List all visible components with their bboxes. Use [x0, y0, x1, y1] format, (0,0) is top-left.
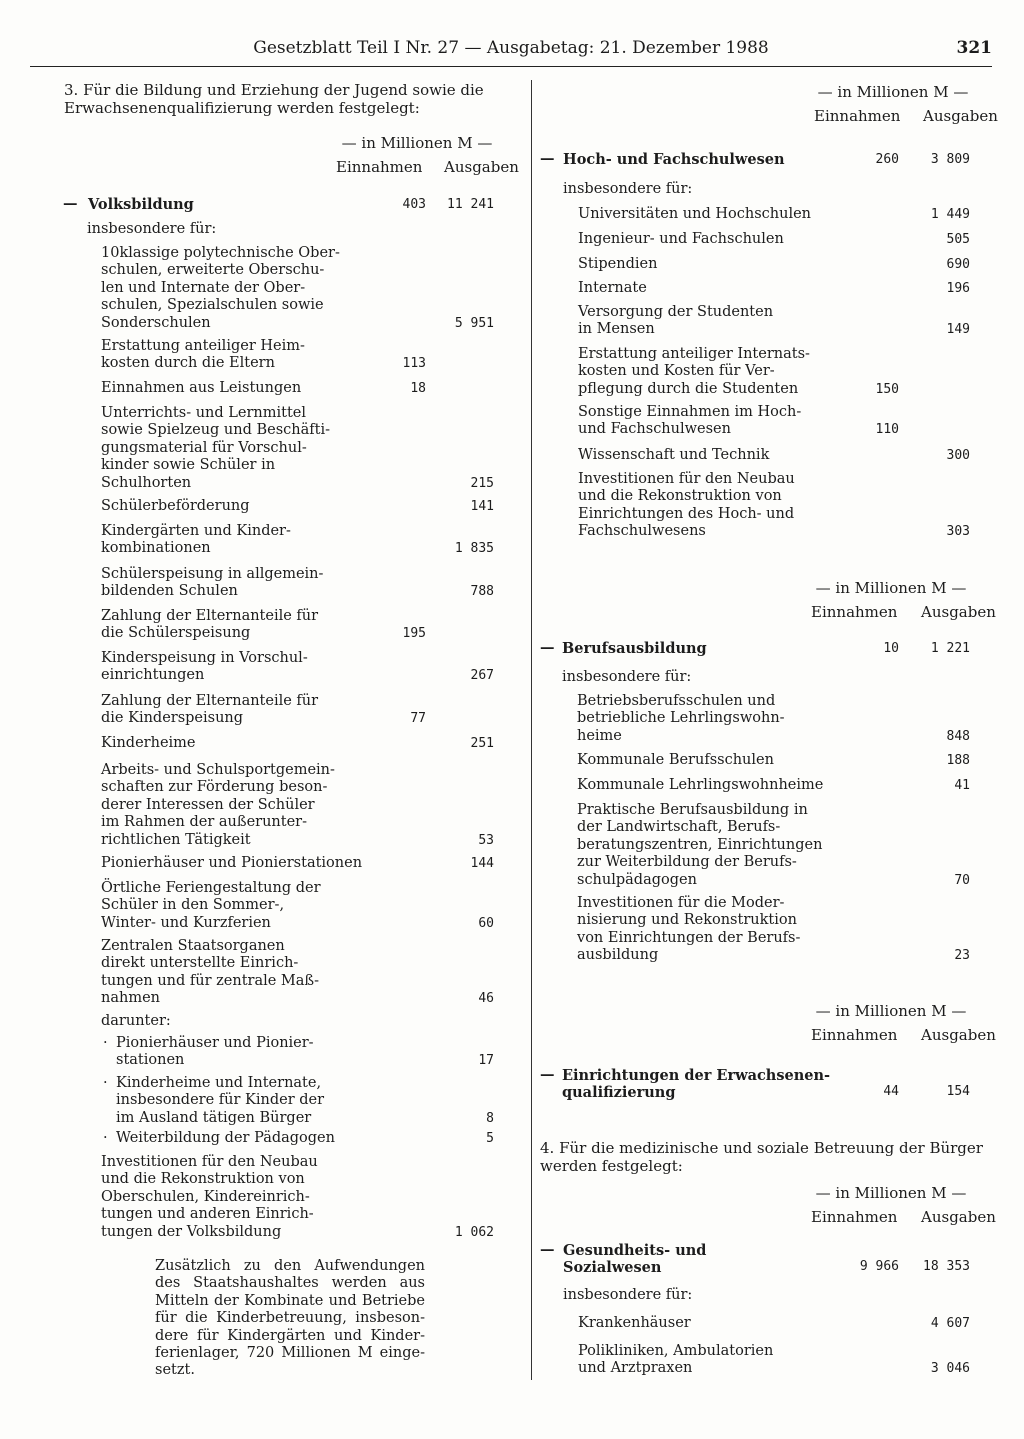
line-item-text: direkt unterstellte Einrich-: [101, 955, 299, 972]
value-ausgaben: 17: [478, 1053, 494, 1069]
section-dash: —: [540, 150, 555, 167]
line-item-text: Investitionen für den Neubau: [101, 1154, 318, 1170]
line-item-text: Kinderheime: [101, 735, 196, 751]
section-dash: —: [63, 195, 78, 212]
header-title: Gesetzblatt Teil I Nr. 27 — Ausgabetag: 21. Dezember 1988: [253, 38, 769, 58]
note-line: dere für Kindergärten und Kinder-: [155, 1327, 425, 1344]
line-item-text: Örtliche Feriengestaltung der: [101, 880, 321, 896]
bullet-dot: ·: [103, 1035, 108, 1051]
section-title: Einrichtungen der Erwachsenen-: [562, 1067, 831, 1084]
intro-paragraph: werden festgelegt:: [540, 1157, 683, 1175]
sub-item-text: im Ausland tätigen Bürger: [116, 1109, 312, 1126]
section-dash: —: [540, 1066, 555, 1083]
value-ausgaben: 53: [478, 832, 494, 848]
line-item-text: Wissenschaft und Technik: [578, 447, 770, 463]
line-item-text: einrichtungen: [101, 667, 205, 684]
value-einnahmen: 113: [402, 356, 426, 372]
line-item-text: Einnahmen aus Leistungen: [101, 380, 302, 396]
line-item-text: Investitionen für die Moder-: [577, 895, 785, 911]
value-ausgaben: 1 221: [930, 641, 970, 656]
line-item-text: Kinderspeisung in Vorschul-: [101, 650, 308, 666]
line-item-text: Schülerbeförderung: [101, 498, 250, 514]
line-item-text: Zahlung der Elternanteile für: [101, 693, 319, 709]
value-ausgaben: 3 046: [930, 1361, 970, 1377]
line-item-text: Erstattung anteiliger Heim-: [101, 338, 305, 354]
line-item-text: Schülerspeisung in allgemein-: [101, 566, 324, 582]
value-ausgaben: 18 353: [923, 1259, 970, 1274]
line-item-text: len und Internate der Ober-: [101, 279, 306, 296]
line-item-text: Investitionen für den Neubau: [578, 471, 795, 487]
note-line: für die Kinderbetreuung, insbeson-: [155, 1310, 425, 1327]
value-ausgaben: 215: [470, 475, 494, 491]
value-ausgaben: 1 062: [454, 1224, 494, 1240]
value-ausgaben: 505: [946, 232, 970, 247]
line-item-text: Polikliniken, Ambulatorien: [578, 1343, 774, 1359]
section-title: Gesundheits- und: [563, 1242, 707, 1259]
line-item-text: zur Weiterbildung der Berufs-: [577, 854, 797, 871]
line-item-text: kombinationen: [101, 540, 211, 557]
sub-item-text: Weiterbildung der Pädagogen: [116, 1130, 335, 1146]
bullet-dot: ·: [103, 1130, 108, 1146]
line-item-text: heime: [577, 727, 622, 744]
intro-paragraph: 4. Für die medizinische und soziale Betreuung der Bürger: [540, 1139, 983, 1157]
line-item-text: bildenden Schulen: [101, 583, 238, 600]
line-item-text: Praktische Berufsausbildung in: [577, 802, 808, 818]
value-einnahmen: 195: [402, 626, 426, 642]
column-header-ausgaben: Ausgaben: [921, 1208, 996, 1226]
value-einnahmen: 10: [883, 641, 899, 656]
value-ausgaben: 3 809: [930, 152, 970, 167]
value-ausgaben: 46: [478, 991, 494, 1007]
column-header-einnahmen: Einnahmen: [811, 603, 898, 621]
section-title: Volksbildung: [88, 196, 194, 213]
line-item-text: die Schülerspeisung: [101, 625, 251, 642]
line-item-text: schulpädagogen: [577, 871, 697, 888]
line-item-text: die Kinderspeisung: [101, 710, 244, 727]
line-item-text: Erstattung anteiliger Internats-: [578, 346, 810, 362]
column-header-einnahmen: Einnahmen: [336, 158, 423, 176]
note-line: des Staatshaushaltes werden aus: [155, 1275, 425, 1292]
line-item-text: gungsmaterial für Vorschul-: [101, 439, 307, 456]
line-item-text: nisierung und Rekonstruktion: [577, 912, 797, 929]
line-item-text: kosten und Kosten für Ver-: [578, 363, 775, 380]
line-item-text: Zahlung der Elternanteile für: [101, 608, 319, 624]
value-ausgaben: 848: [946, 728, 970, 744]
line-item-text: Kommunale Berufsschulen: [577, 752, 774, 768]
supplementary-note: [155, 1258, 425, 1380]
line-item-text: Kommunale Lehrlingswohnheime: [577, 777, 824, 793]
column-header-ausgaben: Ausgaben: [444, 158, 519, 176]
value-ausgaben: 788: [470, 584, 494, 600]
page-number: 321: [956, 38, 992, 58]
line-item-text: Einrichtungen des Hoch- und: [578, 505, 795, 522]
note-line: setzt.: [155, 1362, 195, 1379]
note-line: Mitteln der Kombinate und Betriebe: [155, 1292, 425, 1309]
value-einnahmen: 18: [410, 381, 426, 396]
page-header: [30, 38, 992, 67]
line-item-text: betriebliche Lehrlingswohn-: [577, 710, 785, 727]
value-einnahmen: 9 966: [859, 1259, 899, 1274]
line-item-text: derer Interessen der Schüler: [101, 796, 315, 813]
darunter-label: darunter:: [101, 1013, 171, 1029]
line-item-text: Schüler in den Sommer-,: [101, 897, 285, 914]
section-title: Berufsausbildung: [562, 640, 707, 657]
line-item-text: und die Rekonstruktion von: [101, 1171, 305, 1188]
column-header-ausgaben: Ausgaben: [921, 1026, 996, 1044]
column-header-ausgaben: Ausgaben: [921, 603, 996, 621]
column-divider: [531, 80, 532, 1380]
value-ausgaben: 149: [946, 322, 970, 338]
value-ausgaben: 188: [946, 753, 970, 768]
line-item-text: Stipendien: [578, 256, 658, 272]
line-item-text: Betriebsberufsschulen und: [577, 693, 776, 709]
value-einnahmen: 77: [410, 711, 426, 727]
line-item-text: und Arztpraxen: [578, 1360, 693, 1377]
value-ausgaben: 4 607: [930, 1316, 970, 1331]
line-item-text: Ingenieur- und Fachschulen: [578, 231, 784, 247]
insbesondere-label: insbesondere für:: [562, 669, 692, 685]
value-ausgaben: 5: [486, 1131, 494, 1146]
value-ausgaben: 60: [478, 915, 494, 931]
unit-label: — in Millionen M —: [815, 1184, 967, 1202]
sub-item-text: insbesondere für Kinder der: [116, 1092, 325, 1109]
line-item-text: beratungszentren, Einrichtungen: [577, 836, 823, 853]
line-item-text: kosten durch die Eltern: [101, 355, 275, 372]
line-item-text: kinder sowie Schüler in: [101, 457, 276, 474]
intro-paragraph: 3. Für die Bildung und Erziehung der Jugend sowie die: [64, 81, 484, 99]
value-ausgaben: 196: [946, 281, 970, 296]
note-line: Zusätzlich zu den Aufwendungen: [155, 1258, 425, 1274]
bullet-dot: ·: [103, 1075, 108, 1091]
line-item-text: Pionierhäuser und Pionierstationen: [101, 855, 363, 871]
note-line: ferienlager, 720 Millionen M einge-: [155, 1345, 425, 1362]
section-title: qualifizierung: [562, 1084, 676, 1101]
line-item-text: Fachschulwesens: [578, 523, 706, 540]
line-item-text: sowie Spielzeug und Beschäfti-: [101, 422, 331, 439]
value-einnahmen: 110: [875, 422, 899, 438]
section-title: Sozialwesen: [563, 1259, 662, 1276]
section-title: Hoch- und Fachschulwesen: [563, 151, 785, 168]
value-ausgaben: 1 449: [930, 207, 970, 222]
line-item-text: in Mensen: [578, 321, 655, 338]
intro-paragraph: Erwachsenenqualifizierung werden festgelegt:: [64, 99, 420, 117]
line-item-text: tungen und anderen Einrich-: [101, 1206, 314, 1223]
line-item-text: Internate: [578, 280, 647, 296]
column-header-ausgaben: Ausgaben: [923, 107, 998, 125]
line-item-text: schaften zur Förderung beson-: [101, 779, 328, 796]
value-einnahmen: 44: [883, 1084, 899, 1099]
sub-item-text: stationen: [116, 1052, 185, 1069]
line-item-text: Schulhorten: [101, 474, 192, 491]
unit-label: — in Millionen M —: [815, 579, 967, 597]
value-ausgaben: 11 241: [447, 197, 494, 212]
line-item-text: und die Rekonstruktion von: [578, 488, 782, 505]
value-ausgaben: 41: [954, 778, 970, 793]
line-item-text: richtlichen Tätigkeit: [101, 831, 251, 848]
line-item-text: von Einrichtungen der Berufs-: [577, 929, 801, 946]
line-item-text: nahmen: [101, 990, 160, 1007]
line-item-text: Zentralen Staatsorganen: [101, 938, 285, 954]
insbesondere-label: insbesondere für:: [87, 221, 217, 237]
value-ausgaben: 300: [946, 448, 970, 463]
value-ausgaben: 303: [946, 524, 970, 540]
value-ausgaben: 141: [470, 499, 494, 514]
value-einnahmen: 403: [402, 197, 426, 212]
value-ausgaben: 251: [470, 736, 494, 751]
line-item-text: tungen der Volksbildung: [101, 1223, 282, 1240]
insbesondere-label: insbesondere für:: [563, 181, 693, 197]
unit-label: — in Millionen M —: [817, 83, 969, 101]
section-dash: —: [540, 1241, 555, 1258]
line-item-text: Winter- und Kurzferien: [101, 914, 271, 931]
value-ausgaben: 1 835: [454, 541, 494, 557]
value-ausgaben: 267: [470, 668, 494, 684]
value-einnahmen: 260: [875, 152, 899, 167]
line-item-text: und Fachschulwesen: [578, 421, 731, 438]
unit-label: — in Millionen M —: [341, 134, 493, 152]
unit-label: — in Millionen M —: [815, 1002, 967, 1020]
line-item-text: tungen und für zentrale Maß-: [101, 972, 319, 989]
value-ausgaben: 144: [470, 856, 494, 871]
column-header-einnahmen: Einnahmen: [811, 1026, 898, 1044]
line-item-text: Unterrichts- und Lernmittel: [101, 405, 307, 421]
line-item-text: Versorgung der Studenten: [578, 304, 774, 320]
value-ausgaben: 8: [486, 1110, 494, 1126]
column-header-einnahmen: Einnahmen: [814, 107, 901, 125]
line-item-text: Universitäten und Hochschulen: [578, 206, 812, 222]
line-item-text: der Landwirtschaft, Berufs-: [577, 819, 781, 836]
sub-item-text: Kinderheime und Internate,: [116, 1075, 322, 1091]
line-item-text: 10klassige polytechnische Ober-: [101, 245, 340, 261]
column-header-einnahmen: Einnahmen: [811, 1208, 898, 1226]
line-item-text: Arbeits- und Schulsportgemein-: [101, 762, 335, 778]
line-item-text: Krankenhäuser: [578, 1315, 691, 1331]
line-item-text: Kindergärten und Kinder-: [101, 523, 291, 539]
sub-item-text: Pionierhäuser und Pionier-: [116, 1035, 314, 1051]
value-ausgaben: 70: [954, 872, 970, 888]
value-einnahmen: 150: [875, 381, 899, 397]
value-ausgaben: 690: [946, 257, 970, 272]
line-item-text: Oberschulen, Kindereinrich-: [101, 1188, 310, 1205]
line-item-text: im Rahmen der außerunter-: [101, 814, 308, 831]
line-item-text: pflegung durch die Studenten: [578, 380, 799, 397]
value-ausgaben: 5 951: [454, 315, 494, 331]
line-item-text: Sonstige Einnahmen im Hoch-: [578, 404, 802, 420]
value-ausgaben: 23: [954, 948, 970, 964]
line-item-text: ausbildung: [577, 947, 659, 964]
section-dash: —: [540, 639, 555, 656]
line-item-text: schulen, Spezialschulen sowie: [101, 297, 324, 314]
line-item-text: Sonderschulen: [101, 314, 211, 331]
insbesondere-label: insbesondere für:: [563, 1287, 693, 1303]
value-ausgaben: 154: [946, 1084, 970, 1099]
line-item-text: schulen, erweiterte Oberschu-: [101, 262, 325, 279]
